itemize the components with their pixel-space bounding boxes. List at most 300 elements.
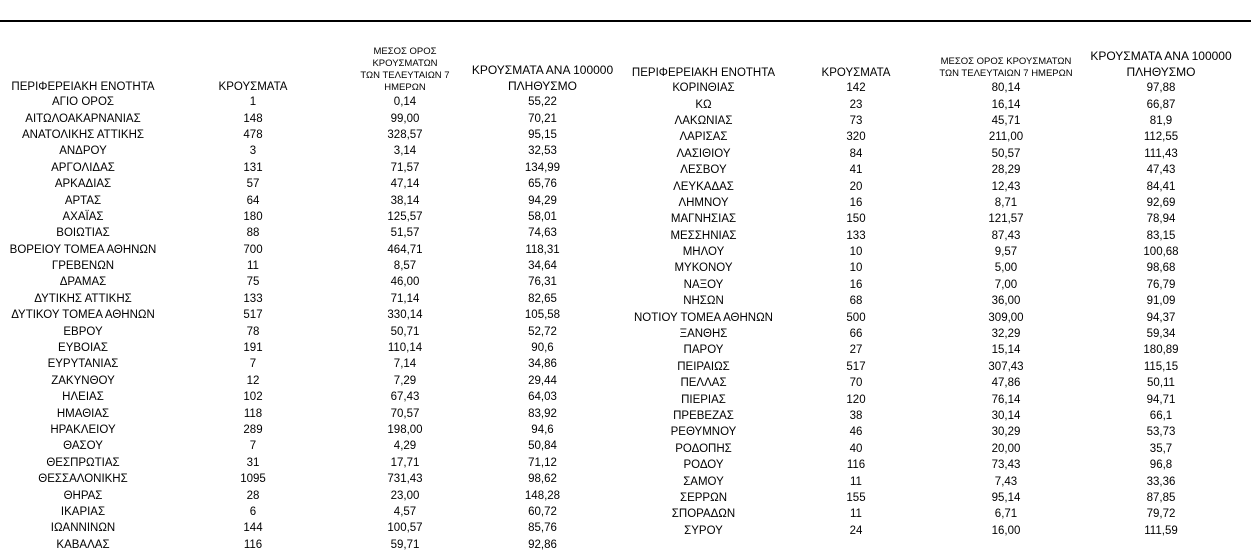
table-row	[6, 291, 621, 307]
cell-per-100k: 98,62	[528, 473, 557, 486]
cell-region: ΚΑΒΑΛΑΣ	[56, 538, 110, 551]
cell-per-100k: 100,68	[1143, 246, 1179, 259]
table-row	[626, 326, 1241, 342]
cell-region: ΗΡΑΚΛΕΙΟΥ	[50, 424, 116, 436]
cell-region: ΗΛΕΙΑΣ	[62, 391, 104, 404]
cell-per-100k: 96,8	[1149, 459, 1173, 472]
cell-per-100k: 58,01	[528, 210, 557, 223]
cell-per-100k: 82,65	[528, 292, 557, 305]
cell-avg-7-days: 46,00	[390, 276, 420, 289]
table-row	[626, 408, 1241, 424]
cell-region: ΜΕΣΣΗΝΙΑΣ	[670, 229, 737, 242]
cell-cases: 11	[850, 475, 862, 488]
table-row	[6, 455, 621, 471]
cell-region: ΝΑΞΟΥ	[683, 278, 724, 291]
table-row	[626, 391, 1241, 407]
cell-per-100k: 53,73	[1146, 426, 1176, 439]
cell-region: ΑΝΔΡΟΥ	[59, 145, 107, 158]
cell-avg-7-days: 45,71	[991, 114, 1021, 127]
cell-region: ΠΑΡΟΥ	[683, 344, 724, 357]
cell-per-100k: 64,03	[528, 391, 557, 404]
header-per100k-line1: ΚΡΟΥΣΜΑΤΑ ΑΝΑ 100000	[1090, 49, 1232, 63]
cell-per-100k: 85,76	[528, 522, 557, 535]
cell-per-100k: 52,72	[528, 325, 557, 338]
cell-avg-7-days: 0,14	[393, 96, 417, 109]
cell-region: ΡΟΔΟΥ	[683, 459, 724, 472]
table-row	[6, 127, 621, 143]
cell-per-100k: 105,58	[524, 309, 561, 322]
cell-per-100k: 66,87	[1146, 98, 1176, 111]
cell-avg-7-days: 67,43	[390, 391, 420, 404]
cell-cases: 517	[243, 309, 263, 322]
table-row	[6, 356, 621, 372]
table-row	[6, 520, 621, 536]
cell-cases: 10	[849, 246, 863, 259]
cell-per-100k: 111,43	[1144, 147, 1178, 160]
cell-cases: 38	[849, 410, 863, 422]
cell-region: ΡΕΘΥΜΝΟΥ	[670, 426, 737, 439]
cell-region: ΚΟΡΙΝΘΙΑΣ	[672, 82, 735, 95]
cell-region: ΔΥΤΙΚΗΣ ΑΤΤΙΚΗΣ	[34, 292, 132, 305]
cell-region: ΜΑΓΝΗΣΙΑΣ	[670, 213, 737, 226]
cell-region: ΣΑΜΟΥ	[683, 475, 724, 488]
cell-per-100k: 76,31	[528, 276, 557, 289]
table-row	[626, 457, 1241, 473]
cell-avg-7-days: 15,14	[991, 344, 1021, 357]
cell-region: ΔΥΤΙΚΟΥ ΤΟΜΕΑ ΑΘΗΝΩΝ	[11, 309, 155, 322]
header-avg-line2: ΤΩΝ ΤΕΛΕΥΤΑΙΩΝ 7 ΗΜΕΡΩΝ	[360, 70, 450, 93]
cell-cases: 102	[243, 391, 263, 404]
cell-per-100k: 115,15	[1143, 360, 1179, 373]
table-row	[6, 160, 621, 176]
cell-avg-7-days: 70,57	[390, 407, 420, 420]
cell-cases: 148	[243, 112, 263, 125]
cell-region: ΠΕΙΡΑΙΩΣ	[677, 360, 730, 373]
table-row	[626, 277, 1241, 293]
cell-avg-7-days: 50,57	[991, 147, 1021, 160]
header-avg-line1: ΜΕΣΟΣ ΟΡΟΣ ΚΡΟΥΣΜΑΤΩΝ	[940, 56, 1072, 67]
cell-per-100k: 34,86	[528, 358, 557, 371]
table-row	[6, 274, 621, 290]
cell-region: ΑΧΑΪΑΣ	[62, 210, 104, 223]
header-row	[626, 46, 1241, 80]
cell-cases: 64	[246, 194, 260, 207]
table-row	[626, 441, 1241, 457]
cell-cases: 46	[849, 426, 863, 439]
cell-avg-7-days: 3,14	[393, 145, 417, 158]
cell-cases: 31	[246, 456, 260, 469]
cell-per-100k: 94,37	[1146, 311, 1176, 324]
cell-region: ΒΟΙΩΤΙΑΣ	[56, 227, 110, 240]
cell-avg-7-days: 330,14	[387, 309, 423, 322]
cell-per-100k: 118,31	[525, 243, 560, 256]
cases-table-right	[626, 46, 1241, 539]
cell-per-100k: 94,29	[528, 194, 557, 207]
cell-per-100k: 55,22	[528, 96, 557, 109]
cell-cases: 70	[849, 377, 863, 390]
cell-per-100k: 148,28	[524, 489, 561, 502]
table-row	[6, 94, 621, 110]
cell-region: ΞΑΝΘΗΣ	[679, 328, 728, 341]
cell-cases: 118	[243, 407, 263, 420]
cell-avg-7-days: 99,00	[390, 112, 420, 125]
cell-per-100k: 47,43	[1146, 164, 1176, 177]
header-row	[6, 46, 621, 94]
cell-avg-7-days: 76,14	[991, 393, 1021, 406]
table-row	[6, 323, 621, 339]
table-row	[626, 244, 1241, 260]
table-row	[626, 359, 1241, 375]
cell-region: ΘΕΣΣΑΛΟΝΙΚΗΣ	[38, 473, 128, 486]
cell-region: ΛΑΚΩΝΙΑΣ	[674, 114, 733, 127]
cell-avg-7-days: 32,29	[991, 328, 1021, 341]
cell-cases: 133	[846, 229, 866, 242]
cell-per-100k: 112,55	[1143, 131, 1179, 144]
cell-cases: 57	[246, 178, 260, 191]
header-per-100k	[464, 46, 621, 94]
cell-avg-7-days: 73,43	[991, 459, 1021, 472]
cell-cases: 142	[846, 82, 866, 95]
cell-cases: 133	[243, 292, 263, 305]
cell-avg-7-days: 110,14	[387, 342, 423, 355]
table-row	[6, 225, 621, 241]
cell-cases: 73	[849, 114, 863, 127]
header-per100k-line2: ΠΛΗΘΥΣΜΟ	[1126, 65, 1196, 79]
table-row	[626, 96, 1241, 112]
cell-avg-7-days: 28,29	[991, 164, 1021, 177]
table-row	[626, 309, 1241, 325]
cell-cases: 16	[849, 278, 863, 291]
cell-region: ΝΗΣΩΝ	[683, 295, 724, 308]
cell-region: ΠΙΕΡΙΑΣ	[681, 393, 726, 406]
header-per100k-line2: ΠΛΗΘΥΣΜΟ	[507, 79, 578, 93]
cell-avg-7-days: 87,43	[991, 229, 1021, 242]
cell-per-100k: 111,59	[1144, 524, 1178, 537]
table-row	[626, 146, 1241, 162]
cell-avg-7-days: 16,14	[991, 98, 1021, 111]
cell-per-100k: 92,69	[1146, 196, 1176, 209]
cell-cases: 3	[249, 145, 257, 158]
cell-region: ΜΗΛΟΥ	[682, 246, 725, 259]
cell-region: ΘΗΡΑΣ	[63, 489, 103, 502]
table-row	[6, 143, 621, 159]
cell-cases: 28	[246, 489, 260, 502]
table-row	[6, 340, 621, 356]
table-row	[626, 293, 1241, 309]
cell-per-100k: 60,72	[528, 505, 557, 518]
table-row	[6, 209, 621, 225]
cell-per-100k: 35,7	[1149, 442, 1173, 455]
cell-cases: 191	[243, 342, 263, 355]
cell-per-100k: 59,34	[1146, 328, 1176, 341]
cell-per-100k: 92,86	[528, 538, 557, 551]
cell-avg-7-days: 38,14	[390, 194, 420, 207]
table-row	[626, 162, 1241, 178]
header-avg-line2: ΤΩΝ ΤΕΛΕΥΤΑΙΩΝ 7 ΗΜΕΡΩΝ	[939, 68, 1073, 79]
cell-avg-7-days: 95,14	[991, 491, 1021, 504]
cell-avg-7-days: 121,57	[988, 213, 1024, 226]
cell-avg-7-days: 51,57	[390, 227, 420, 240]
cell-per-100k: 81,9	[1149, 114, 1173, 127]
table-row	[6, 110, 621, 126]
header-per100k-line1: ΚΡΟΥΣΜΑΤΑ ΑΝΑ 100000	[471, 63, 614, 77]
cell-cases: 116	[846, 459, 866, 472]
cell-cases: 78	[246, 325, 260, 338]
cell-cases: 23	[849, 98, 863, 111]
cell-avg-7-days: 8,71	[994, 196, 1018, 209]
cell-region: ΠΡΕΒΕΖΑΣ	[673, 410, 734, 422]
cell-per-100k: 98,68	[1146, 262, 1176, 275]
cell-per-100k: 94,71	[1146, 393, 1176, 406]
cell-per-100k: 34,64	[528, 260, 557, 273]
cell-region: ΓΡΕΒΕΝΩΝ	[51, 260, 115, 273]
cell-per-100k: 94,6	[531, 424, 554, 436]
cell-avg-7-days: 16,00	[991, 524, 1021, 537]
cell-cases: 6	[249, 505, 257, 518]
cell-avg-7-days: 8,57	[393, 260, 417, 273]
cell-region: ΑΡΓΟΛΙΔΑΣ	[51, 161, 115, 174]
table-row	[626, 211, 1241, 227]
cell-per-100k: 50,84	[528, 440, 557, 453]
header-per-100k	[1081, 46, 1241, 80]
cell-avg-7-days: 59,71	[390, 538, 420, 551]
cell-region: ΑΙΤΩΛΟΑΚΑΡΝΑΝΙΑΣ	[25, 112, 141, 125]
cell-avg-7-days: 7,29	[393, 374, 417, 387]
table-row	[6, 405, 621, 421]
header-avg-line1: ΜΕΣΟΣ ΟΡΟΣ ΚΡΟΥΣΜΑΤΩΝ	[372, 46, 438, 69]
cell-avg-7-days: 7,14	[393, 358, 417, 371]
cell-region: ΑΝΑΤΟΛΙΚΗΣ ΑΤΤΙΚΗΣ	[21, 128, 144, 141]
cell-per-100k: 91,09	[1146, 295, 1176, 308]
header-avg-7-days	[346, 46, 464, 94]
cell-cases: 500	[846, 311, 866, 324]
cell-per-100k: 78,94	[1146, 213, 1176, 226]
cell-avg-7-days: 80,14	[991, 82, 1021, 95]
cell-cases: 16	[849, 196, 863, 209]
cell-cases: 75	[246, 276, 260, 289]
cell-per-100k: 83,15	[1146, 229, 1176, 242]
cell-avg-7-days: 198,00	[387, 424, 423, 436]
cell-per-100k: 90,6	[531, 342, 554, 355]
cell-region: ΛΕΣΒΟΥ	[680, 164, 727, 177]
cell-region: ΗΜΑΘΙΑΣ	[56, 407, 110, 420]
cell-per-100k: 70,21	[528, 112, 557, 125]
cell-region: ΣΕΡΡΩΝ	[679, 491, 728, 504]
cell-cases: 1	[249, 96, 257, 109]
cell-per-100k: 32,53	[528, 145, 557, 158]
header-cases: ΚΡΟΥΣΜΑΤΑ	[218, 81, 288, 93]
cell-region: ΛΑΣΙΘΙΟΥ	[676, 147, 731, 160]
cell-cases: 1095	[240, 473, 266, 486]
cell-avg-7-days: 4,29	[393, 440, 417, 453]
table-row	[6, 242, 621, 258]
cell-cases: 131	[243, 161, 263, 174]
table-row	[626, 490, 1241, 506]
cell-region: ΛΕΥΚΑΔΑΣ	[673, 180, 734, 193]
cell-cases: 478	[243, 128, 263, 141]
cell-cases: 10	[849, 262, 863, 275]
cell-per-100k: 134,99	[524, 161, 561, 174]
table-row	[6, 373, 621, 389]
cell-region: ΣΠΟΡΑΔΩΝ	[671, 508, 736, 521]
cell-avg-7-days: 6,71	[994, 508, 1018, 521]
cell-cases: 7	[249, 358, 257, 371]
cell-avg-7-days: 328,57	[387, 128, 423, 141]
cell-per-100k: 74,63	[528, 227, 557, 240]
table-row	[6, 389, 621, 405]
cell-avg-7-days: 464,71	[387, 243, 423, 256]
cell-region: ΛΑΡΙΣΑΣ	[679, 131, 728, 144]
table-row	[626, 129, 1241, 145]
cell-per-100k: 71,12	[528, 456, 557, 469]
cell-avg-7-days: 23,00	[390, 489, 420, 502]
cell-per-100k: 29,44	[528, 374, 557, 387]
cell-cases: 41	[849, 164, 863, 177]
cell-cases: 27	[849, 344, 863, 357]
cell-region: ΔΡΑΜΑΣ	[59, 276, 107, 289]
cell-avg-7-days: 20,00	[991, 442, 1021, 455]
cell-avg-7-days: 30,29	[991, 426, 1021, 439]
table-row	[6, 176, 621, 192]
cell-region: ΘΑΣΟΥ	[63, 440, 103, 453]
cell-per-100k: 83,92	[528, 407, 557, 420]
cell-cases: 700	[243, 243, 263, 256]
cell-avg-7-days: 71,57	[390, 161, 420, 174]
cell-per-100k: 50,11	[1147, 377, 1175, 390]
cell-avg-7-days: 7,00	[994, 278, 1018, 291]
table-row	[626, 80, 1241, 96]
table-row	[626, 195, 1241, 211]
cell-cases: 7	[249, 440, 257, 453]
table-row	[6, 487, 621, 503]
cell-per-100k: 66,1	[1149, 410, 1173, 422]
cell-cases: 24	[849, 524, 863, 537]
cell-cases: 40	[849, 442, 863, 455]
table-row	[6, 192, 621, 208]
cell-avg-7-days: 211,00	[988, 131, 1024, 144]
table-row	[626, 342, 1241, 358]
cell-cases: 120	[846, 393, 866, 406]
cell-cases: 116	[243, 538, 263, 551]
cell-region: ΘΕΣΠΡΩΤΙΑΣ	[46, 456, 120, 469]
cell-region: ΚΩ	[695, 98, 712, 111]
cell-avg-7-days: 47,86	[991, 377, 1021, 390]
table-row	[626, 473, 1241, 489]
cell-cases: 155	[846, 491, 866, 504]
cell-avg-7-days: 47,14	[390, 178, 420, 191]
cell-region: ΒΟΡΕΙΟΥ ΤΟΜΕΑ ΑΘΗΝΩΝ	[9, 243, 157, 256]
cell-per-100k: 180,89	[1143, 344, 1179, 357]
cell-per-100k: 87,85	[1146, 491, 1176, 504]
table-row	[6, 422, 621, 438]
cell-per-100k: 65,76	[528, 178, 557, 191]
cell-avg-7-days: 50,71	[390, 325, 420, 338]
cell-per-100k: 76,79	[1146, 278, 1176, 291]
cell-region: ΣΥΡΟΥ	[684, 524, 723, 537]
header-cases: ΚΡΟΥΣΜΑΤΑ	[821, 67, 891, 79]
cell-region: ΙΩΑΝΝΙΝΩΝ	[50, 522, 116, 535]
cell-avg-7-days: 30,14	[991, 410, 1021, 422]
table-row	[626, 178, 1241, 194]
table-row	[6, 471, 621, 487]
cell-region: ΠΕΛΛΑΣ	[680, 377, 727, 390]
cell-region: ΛΗΜΝΟΥ	[678, 196, 729, 209]
table-body-right	[626, 80, 1241, 539]
cell-per-100k: 33,36	[1146, 475, 1176, 488]
cell-cases: 88	[246, 227, 260, 240]
cell-avg-7-days: 731,43	[387, 473, 423, 486]
cell-region: ΑΡΤΑΣ	[64, 194, 102, 207]
cell-cases: 320	[846, 131, 866, 144]
table-row	[626, 113, 1241, 129]
cell-region: ΕΒΡΟΥ	[63, 325, 103, 338]
cell-cases: 289	[243, 424, 263, 436]
cell-cases: 150	[846, 213, 866, 226]
table-row	[626, 228, 1241, 244]
table-body-left	[6, 94, 621, 553]
cell-region: ΜΥΚΟΝΟΥ	[674, 262, 733, 275]
table-row	[6, 307, 621, 323]
cell-region: ΕΥΡΥΤΑΝΙΑΣ	[47, 358, 119, 371]
cell-region: ΑΓΙΟ ΟΡΟΣ	[51, 96, 114, 109]
table-row	[6, 504, 621, 520]
cell-cases: 11	[247, 260, 259, 273]
cell-avg-7-days: 100,57	[387, 522, 423, 535]
cell-cases: 68	[849, 295, 863, 308]
cell-avg-7-days: 71,14	[390, 292, 420, 305]
cell-region: ΝΟΤΙΟΥ ΤΟΜΕΑ ΑΘΗΝΩΝ	[634, 311, 773, 324]
cell-avg-7-days: 36,00	[991, 295, 1021, 308]
cell-avg-7-days: 4,57	[393, 505, 417, 518]
header-region: ΠΕΡΙΦΕΡΕΙΑΚΗ ΕΝΟΤΗΤΑ	[11, 81, 155, 93]
cell-region: ΑΡΚΑΔΙΑΣ	[54, 178, 112, 191]
table-row	[626, 375, 1241, 391]
cell-cases: 12	[246, 374, 260, 387]
cell-avg-7-days: 7,43	[994, 475, 1018, 488]
cell-per-100k: 95,15	[528, 128, 557, 141]
cell-region: ΡΟΔΟΠΗΣ	[675, 442, 732, 455]
cell-per-100k: 97,88	[1146, 82, 1176, 95]
cell-avg-7-days: 17,71	[390, 456, 420, 469]
cell-per-100k: 84,41	[1146, 180, 1176, 193]
cell-cases: 20	[849, 180, 863, 193]
cell-avg-7-days: 307,43	[988, 360, 1024, 373]
header-region: ΠΕΡΙΦΕΡΕΙΑΚΗ ΕΝΟΤΗΤΑ	[631, 67, 776, 79]
cell-cases: 66	[849, 328, 863, 341]
cell-region: ΙΚΑΡΙΑΣ	[60, 505, 106, 518]
cell-cases: 517	[846, 360, 866, 373]
cell-avg-7-days: 5,00	[994, 262, 1018, 275]
table-row	[6, 438, 621, 454]
cell-region: ΕΥΒΟΙΑΣ	[58, 342, 108, 355]
cell-per-100k: 79,72	[1146, 508, 1176, 521]
table-row	[626, 424, 1241, 440]
cell-region: ΖΑΚΥΝΘΟΥ	[51, 374, 115, 387]
cell-cases: 180	[243, 210, 263, 223]
cell-cases: 11	[850, 508, 862, 521]
cell-avg-7-days: 12,43	[991, 180, 1021, 193]
cell-avg-7-days: 9,57	[994, 246, 1018, 259]
cell-cases: 84	[849, 147, 863, 160]
table-row	[626, 506, 1241, 522]
table-row	[6, 537, 621, 553]
cell-avg-7-days: 125,57	[387, 210, 423, 223]
table-row	[6, 258, 621, 274]
cell-cases: 144	[243, 522, 263, 535]
cases-table-left	[6, 46, 621, 553]
cell-avg-7-days: 309,00	[988, 311, 1024, 324]
table-row	[626, 523, 1241, 539]
